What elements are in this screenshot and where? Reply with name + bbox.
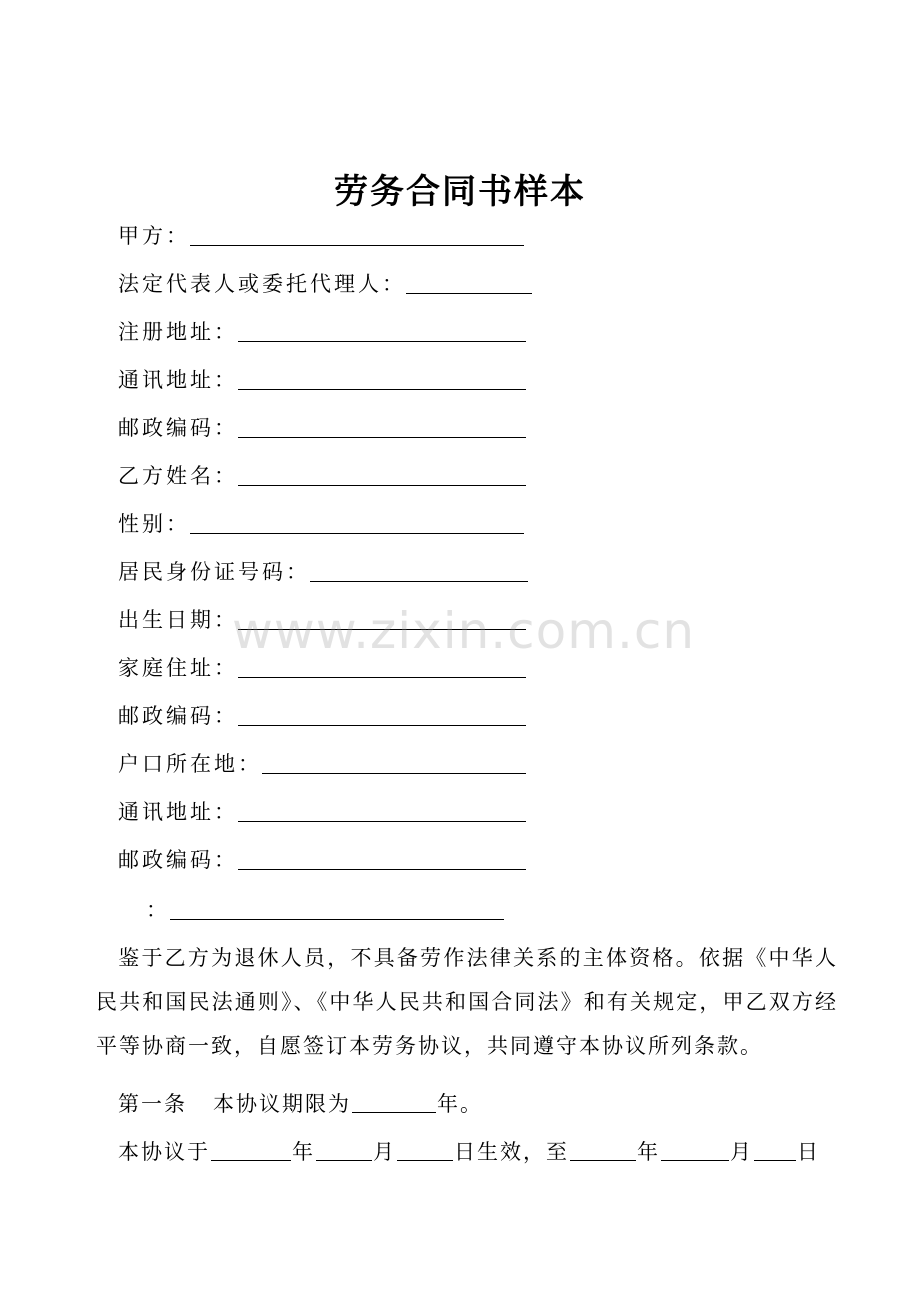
field-blank[interactable] — [238, 868, 526, 870]
field-gender — [118, 504, 524, 538]
field-blank[interactable] — [310, 580, 528, 582]
article-number: 第一条 — [118, 1092, 187, 1116]
field-mailing-address-b — [118, 792, 526, 826]
effective-date-row — [118, 1132, 820, 1166]
field-blank[interactable] — [238, 436, 526, 438]
field-postcode-a — [118, 408, 526, 442]
year-label-2: 年 — [637, 1140, 660, 1164]
field-label: 注册地址： — [118, 320, 238, 344]
day-effective-label: 日生效，至 — [454, 1140, 569, 1164]
field-blank[interactable] — [238, 484, 526, 486]
field-blank[interactable] — [238, 724, 526, 726]
page-title: 劳务合同书样本 — [334, 172, 586, 212]
field-label: 性别： — [118, 512, 190, 536]
watermark: www.zixin.com.cn — [232, 602, 696, 660]
field-unnamed — [146, 890, 504, 924]
field-registered-address — [118, 312, 526, 346]
field-label: 邮政编码： — [118, 416, 238, 440]
month-label: 月 — [373, 1140, 396, 1164]
end-month-blank[interactable] — [661, 1159, 729, 1161]
intro-paragraph — [96, 936, 838, 1068]
field-blank[interactable] — [406, 292, 532, 294]
field-household-registration — [118, 744, 526, 778]
field-blank[interactable] — [190, 244, 524, 246]
field-blank[interactable] — [238, 340, 526, 342]
field-blank[interactable] — [238, 820, 526, 822]
field-blank[interactable] — [238, 676, 526, 678]
effective-prefix: 本协议于 — [118, 1140, 210, 1164]
field-mailing-address-a — [118, 360, 526, 394]
field-blank[interactable] — [238, 388, 526, 390]
intro-text: 鉴于乙方为退休人员，不具备劳作法律关系的主体资格。依据《中华人民共和国民法通则》、《中华人民共和国合同法》和有关规定，甲乙双方经平等协商一致，自愿签订本劳务协议，共同遵守本协议所列条款。 — [96, 946, 838, 1058]
field-home-address — [118, 648, 526, 682]
field-label: 通讯地址： — [118, 800, 238, 824]
field-label: 法定代表人或委托代理人： — [118, 272, 406, 296]
field-label: 家庭住址： — [118, 656, 238, 680]
field-label: 通讯地址： — [118, 368, 238, 392]
article-text: 本协议期限为 — [213, 1092, 351, 1116]
article-1 — [118, 1084, 483, 1118]
term-blank[interactable] — [352, 1111, 436, 1113]
field-party-b-name — [118, 456, 526, 490]
start-month-blank[interactable] — [316, 1159, 372, 1161]
field-label: 乙方姓名： — [118, 464, 238, 488]
month-label-2: 月 — [730, 1140, 753, 1164]
field-label: 出生日期： — [118, 608, 238, 632]
end-year-blank[interactable] — [570, 1159, 636, 1161]
year-label: 年 — [292, 1140, 315, 1164]
field-label: 邮政编码： — [118, 848, 238, 872]
field-label: 甲方： — [118, 224, 190, 248]
field-legal-representative — [118, 264, 532, 298]
end-day-blank[interactable] — [754, 1159, 796, 1161]
field-blank[interactable] — [190, 532, 524, 534]
field-postcode-b2 — [118, 840, 526, 874]
field-label: ： — [146, 898, 170, 922]
field-birth-date — [118, 600, 526, 634]
field-label: 邮政编码： — [118, 704, 238, 728]
field-postcode-b — [118, 696, 526, 730]
article-suffix: 年。 — [437, 1092, 483, 1116]
field-label: 居民身份证号码： — [118, 560, 310, 584]
day-label-2: 日 — [797, 1140, 820, 1164]
field-label: 户口所在地： — [118, 752, 262, 776]
start-day-blank[interactable] — [397, 1159, 453, 1161]
field-blank[interactable] — [238, 628, 526, 630]
field-id-number — [118, 552, 528, 586]
field-blank[interactable] — [262, 772, 526, 774]
field-blank[interactable] — [170, 918, 504, 920]
field-party-a — [118, 216, 524, 250]
start-year-blank[interactable] — [211, 1159, 291, 1161]
